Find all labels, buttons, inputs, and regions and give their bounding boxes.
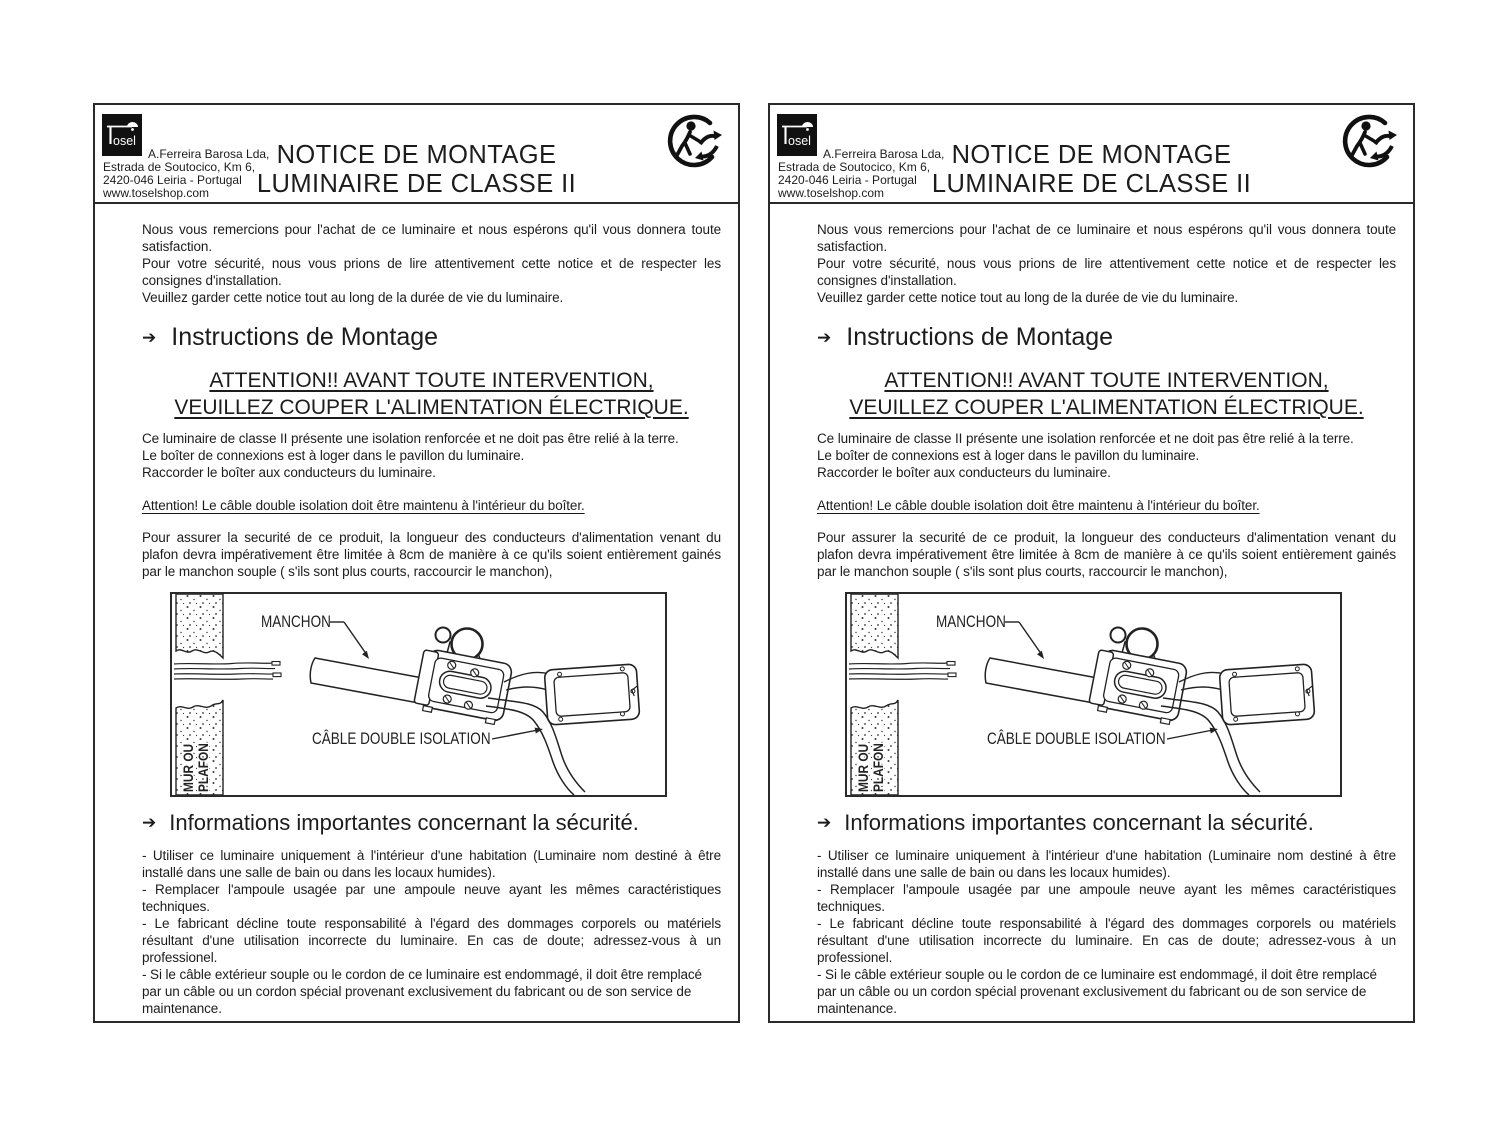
intro-paragraphs	[142, 221, 721, 306]
heading-arrow-icon: ➔	[817, 813, 832, 832]
logo-text: osel	[113, 134, 136, 148]
wall-upper-block	[176, 594, 223, 658]
document-title	[185, 141, 648, 199]
assembly-diagram	[170, 592, 667, 797]
class2-line1: Ce luminaire de classe II présente une isolation renforcée et ne doit pas être relié à la terre.	[142, 431, 679, 446]
attention-note: Attention! Le câble double isolation doit être maintenu à l'intérieur du boîter.	[142, 498, 585, 513]
tosel-logo	[102, 114, 142, 156]
manchon-pointer-line	[1005, 622, 1042, 655]
safety-bullet-3: - Le fabricant décline toute responsabilité à l'égard des dommages corporels ou matériels résultant d'une utilisation incorrecte du luminaire. En cas de doute; adressez-vous à un professionel.	[142, 916, 721, 965]
notice-page	[768, 103, 1415, 1023]
section-heading-montage-label: Instructions de Montage	[171, 323, 439, 351]
intro-p3: Veuillez garder cette notice tout au long de la durée de vie du luminaire.	[817, 290, 1239, 305]
notice-page	[93, 103, 740, 1023]
supply-wires	[849, 663, 950, 679]
document-title-line2: LUMINAIRE DE CLASSE II	[931, 170, 1252, 198]
box-cover-wire	[506, 687, 548, 690]
document-title-line2: LUMINAIRE DE CLASSE II	[256, 170, 577, 198]
box-cover	[544, 664, 640, 725]
company-name: A.Ferreira Barosa Lda,	[823, 147, 945, 161]
company-city: 2420-046 Leiria - Portugal	[778, 173, 917, 187]
warning-banner	[142, 367, 721, 421]
cable-label: CÂBLE DOUBLE ISOLATION	[987, 729, 1166, 749]
wall-label-line2: PLAFON	[870, 743, 887, 792]
wire-tip	[272, 662, 280, 666]
intro-p3: Veuillez garder cette notice tout au long de la durée de vie du luminaire.	[142, 290, 564, 305]
intro-p2: Pour votre sécurité, nous vous prions de lire attentivement cette notice et de respecter les consignes d'installation.	[142, 256, 721, 288]
warning-line2: VEUILLEZ COUPER L'ALIMENTATION ÉLECTRIQUE.	[174, 396, 689, 419]
intro-paragraphs	[817, 221, 1396, 306]
manchon-pointer-line	[330, 622, 367, 655]
intro-p2: Pour votre sécurité, nous vous prions de lire attentivement cette notice et de respecter les consignes d'installation.	[817, 256, 1396, 288]
triman-recycling-icon	[1341, 113, 1401, 171]
class2-instructions	[817, 430, 1396, 481]
class2-line3: Raccorder le boîter aux conducteurs du luminaire.	[817, 465, 1111, 480]
box-ring-small	[1111, 628, 1126, 643]
class2-line1: Ce luminaire de classe II présente une isolation renforcée et ne doit pas être relié à la terre.	[817, 431, 1354, 446]
safety-bullet-2: - Remplacer l'ampoule usagée par une ampoule neuve ayant les mêmes caractéristiques techniques.	[817, 882, 1396, 914]
class2-line2: Le boîter de connexions est à loger dans le pavillon du luminaire.	[142, 448, 525, 463]
heading-arrow-icon: ➔	[142, 813, 157, 832]
sleeve-paragraph: Pour assurer la securité de ce produit, la longueur des conducteurs d'alimentation venant du plafon devra impérativement être limitée à 8cm de manière à ce qu'ils soient entièrement gainés par le manchon souple ( s'ils sont plus courts, raccourcir le manchon),	[817, 530, 1396, 579]
section-heading-securite-label: Informations importantes concernant la sécurité.	[844, 810, 1314, 835]
heading-arrow-icon: ➔	[817, 328, 832, 347]
wall-upper-block	[851, 594, 898, 658]
wall-label-line1: MUR OU	[180, 743, 197, 792]
class2-line3: Raccorder le boîter aux conducteurs du luminaire.	[142, 465, 436, 480]
wall-label-line1: MUR OU	[855, 743, 872, 792]
assembly-diagram-drawing	[172, 594, 665, 795]
supply-wires	[174, 663, 275, 679]
wire-tip	[948, 673, 956, 677]
sleeve-paragraph: Pour assurer la securité de ce produit, la longueur des conducteurs d'alimentation venant du plafon devra impérativement être limitée à 8cm de manière à ce qu'ils soient entièrement gainés par le manchon souple ( s'ils sont plus courts, raccourcir le manchon),	[142, 530, 721, 579]
cable-pointer-line	[1167, 730, 1213, 739]
box-cover	[1219, 664, 1315, 725]
box-cover-wire	[1181, 687, 1223, 690]
attention-note: Attention! Le câble double isolation doit être maintenu à l'intérieur du boîter.	[817, 498, 1260, 513]
cable-pointer-line	[492, 730, 538, 739]
junction-box	[1088, 648, 1188, 726]
document-title-line1: NOTICE DE MONTAGE	[276, 141, 557, 169]
safety-bullets	[817, 847, 1396, 1017]
safety-bullet-2: - Remplacer l'ampoule usagée par une ampoule neuve ayant les mêmes caractéristiques techniques.	[142, 882, 721, 914]
company-address: Estrada de Soutocico, Km 6,	[103, 160, 256, 174]
company-website: www.toselshop.com	[103, 186, 210, 200]
tosel-lamp-icon	[102, 114, 142, 156]
assembly-diagram-drawing	[847, 594, 1340, 795]
heading-arrow-icon: ➔	[142, 328, 157, 347]
section-heading-securite	[817, 809, 1396, 836]
warning-line1: ATTENTION!! AVANT TOUTE INTERVENTION,	[884, 369, 1329, 392]
warning-banner	[817, 367, 1396, 421]
intro-p1: Nous vous remercions pour l'achat de ce luminaire et nous espérons qu'il vous donnera toute satisfaction.	[817, 222, 1396, 254]
document-title	[860, 141, 1323, 199]
company-website: www.toselshop.com	[778, 186, 885, 200]
triman-recycling-icon	[666, 113, 726, 171]
class2-instructions	[142, 430, 721, 481]
warning-line1: ATTENTION!! AVANT TOUTE INTERVENTION,	[209, 369, 654, 392]
company-address: Estrada de Soutocico, Km 6,	[778, 160, 931, 174]
box-ring-small	[436, 628, 451, 643]
company-name: A.Ferreira Barosa Lda,	[148, 147, 270, 161]
section-heading-montage-label: Instructions de Montage	[846, 323, 1114, 351]
sleeve-shape	[310, 658, 428, 704]
wall-label-line2: PLAFON	[195, 743, 212, 792]
document-title-line1: NOTICE DE MONTAGE	[951, 141, 1232, 169]
assembly-diagram	[845, 592, 1342, 797]
junction-box	[413, 648, 513, 726]
class2-line2: Le boîter de connexions est à loger dans le pavillon du luminaire.	[817, 448, 1200, 463]
manchon-label: MANCHON	[936, 612, 1006, 632]
sleeve-shape	[985, 658, 1103, 704]
section-heading-securite-label: Informations importantes concernant la sécurité.	[169, 810, 639, 835]
company-city: 2420-046 Leiria - Portugal	[103, 173, 242, 187]
warning-line2: VEUILLEZ COUPER L'ALIMENTATION ÉLECTRIQUE.	[849, 396, 1364, 419]
page-header	[95, 105, 738, 204]
page-header	[770, 105, 1413, 204]
manchon-label: MANCHON	[261, 612, 331, 632]
safety-bullet-4: - Si le câble extérieur souple ou le cordon de ce luminaire est endommagé, il doit être remplacé par un câble ou un cordon spécial provenant exclusivement du fabricant ou de son service de maintenance.	[817, 967, 1377, 1016]
section-heading-montage	[817, 322, 1396, 353]
manchon-arrowhead	[362, 651, 369, 659]
manchon-arrowhead	[1037, 651, 1044, 659]
section-heading-montage	[142, 322, 721, 353]
wire-tip	[273, 673, 281, 677]
intro-p1: Nous vous remercions pour l'achat de ce luminaire et nous espérons qu'il vous donnera toute satisfaction.	[142, 222, 721, 254]
tosel-lamp-icon	[777, 114, 817, 156]
safety-bullet-4: - Si le câble extérieur souple ou le cordon de ce luminaire est endommagé, il doit être remplacé par un câble ou un cordon spécial provenant exclusivement du fabricant ou de son service de maintenance.	[142, 967, 702, 1016]
wire-tip	[947, 662, 955, 666]
safety-bullets	[142, 847, 721, 1017]
safety-bullet-1: - Utiliser ce luminaire uniquement à l'intérieur d'une habitation (Luminaire nom destiné à être installé dans une salle de bain ou dans les locaux humides).	[142, 848, 721, 880]
safety-bullet-3: - Le fabricant décline toute responsabilité à l'égard des dommages corporels ou matériels résultant d'une utilisation incorrecte du luminaire. En cas de doute; adressez-vous à un professionel.	[817, 916, 1396, 965]
tosel-logo	[777, 114, 817, 156]
safety-bullet-1: - Utiliser ce luminaire uniquement à l'intérieur d'une habitation (Luminaire nom destiné à être installé dans une salle de bain ou dans les locaux humides).	[817, 848, 1396, 880]
cable-label: CÂBLE DOUBLE ISOLATION	[312, 729, 491, 749]
logo-text: osel	[788, 134, 811, 148]
section-heading-securite	[142, 809, 721, 836]
